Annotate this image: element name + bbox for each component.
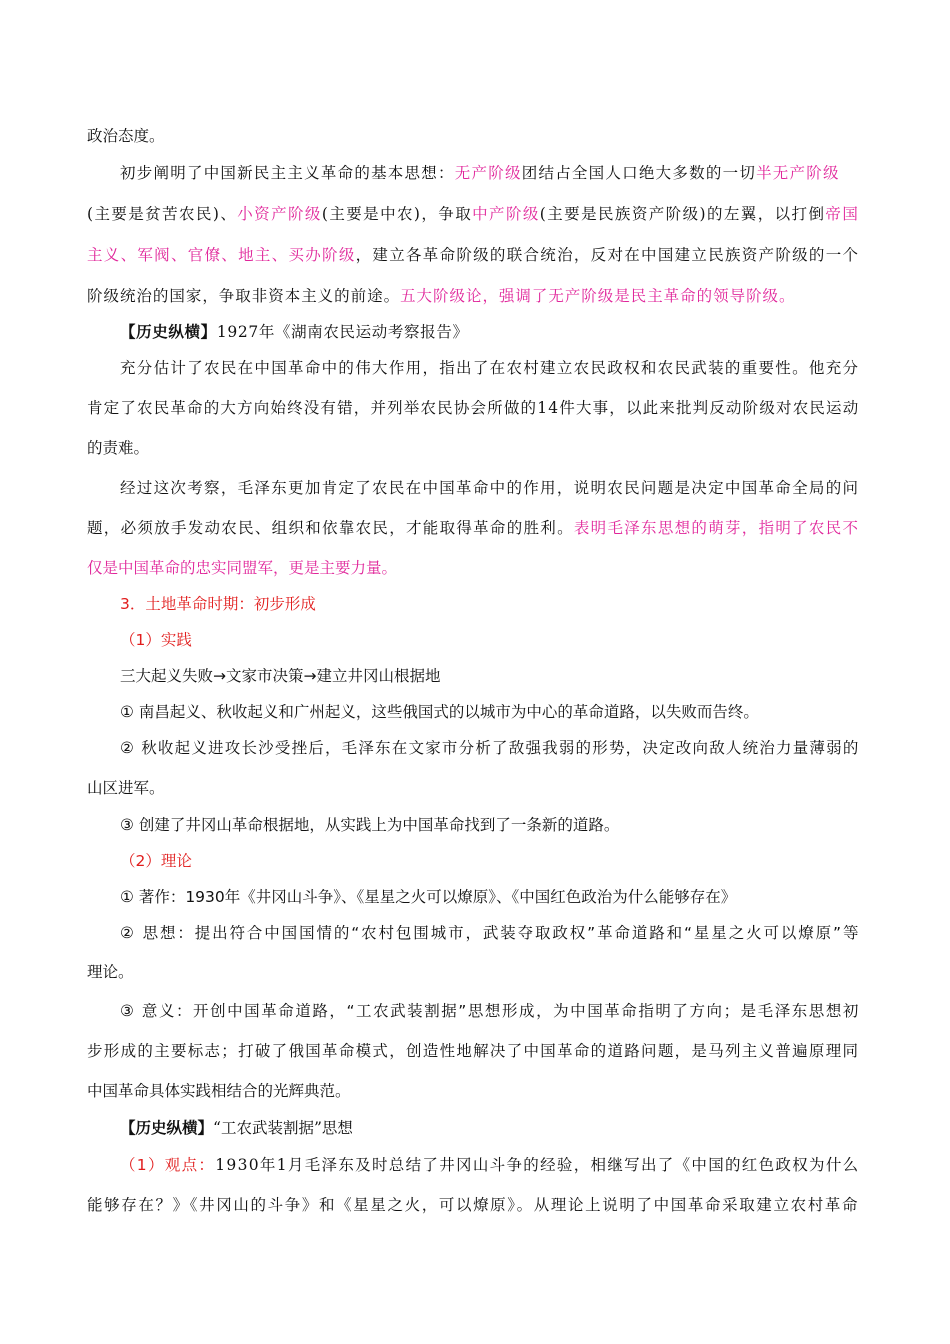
text-line <box>120 357 859 379</box>
text-segment: 的责难。 <box>87 439 150 457</box>
text-line <box>120 665 440 687</box>
text-segment: （1）实践 <box>120 631 192 649</box>
text-line <box>120 321 469 343</box>
text-segment: 步形成的主要标志；打破了俄国革命模式，创造性地解决了中国革命的道路问题，是马列主义普遍原理同 <box>87 1042 860 1060</box>
highlight-text: 仅是中国革命的忠实同盟军，更是主要力量。 <box>87 559 398 577</box>
highlight-text: 表明毛泽东思想的萌芽，指明了农民不 <box>573 519 860 537</box>
text-line <box>87 397 859 419</box>
text-segment: 充分估计了农民在中国革命中的伟大作用，指出了在农村建立农民政权和农民武装的重要性。他充分 <box>120 359 860 377</box>
text-segment: 山区进军。 <box>87 779 165 797</box>
text-line <box>120 737 860 759</box>
text-line <box>87 1040 859 1062</box>
text-segment: 中国革命具体实践相结合的光辉典范。 <box>87 1082 351 1100</box>
text-segment: 肯定了农民革命的大方向始终没有错，并列举农民协会所做的14件大事，以此来批判反动阶级对农民运动 <box>87 399 860 417</box>
text-segment: 理论。 <box>87 963 134 981</box>
text-segment: 团结占全国人口绝大多数的一切 <box>521 164 757 182</box>
text-line <box>87 517 859 539</box>
text-segment: 3．土地革命时期：初步形成 <box>120 595 316 613</box>
text-segment: 政治态度。 <box>87 127 165 145</box>
text-segment: (主要是贫苦农民)、 <box>87 205 238 223</box>
section-label: 【历史纵横】 <box>120 1118 214 1137</box>
text-segment: (主要是民族资产阶级)的左翼，以打倒 <box>539 205 826 223</box>
text-line <box>120 922 860 944</box>
text-line <box>120 701 759 723</box>
text-segment: ② 思想：提出符合中国国情的“农村包围城市，武装夺取政权”革命道路和“星星之火可以燎原”等 <box>120 924 861 942</box>
text-segment: 题，必须放手发动农民、组织和依靠农民，才能取得革命的胜利。 <box>87 519 574 537</box>
text-segment: 初步阐明了中国新民主主义革命的基本思想： <box>120 164 455 182</box>
text-segment: 1930年1月毛泽东及时总结了井冈山斗争的经验，相继写出了《中国的红色政权为什么 <box>215 1156 860 1174</box>
text-segment: “工农武装割据”思想 <box>213 1119 353 1137</box>
highlight-label: （1）观点： <box>120 1156 216 1174</box>
subsection-heading <box>120 593 316 615</box>
highlight-text: 中产阶级 <box>472 205 540 223</box>
text-segment: ，建立各革命阶级的联合统治，反对在中国建立民族资产阶级的一个 <box>355 246 860 264</box>
text-line <box>120 477 859 499</box>
text-line <box>87 557 397 579</box>
text-line <box>120 1154 860 1176</box>
text-line <box>87 437 149 459</box>
text-line <box>120 814 619 836</box>
text-line <box>87 244 859 266</box>
text-line <box>87 961 134 983</box>
text-line <box>87 1194 859 1216</box>
text-segment: ③ 创建了井冈山革命根据地，从实践上为中国革命找到了一条新的道路。 <box>120 816 620 834</box>
highlight-text: 无产阶级 <box>454 164 522 182</box>
text-segment: 1927年《湖南农民运动考察报告》 <box>216 323 469 341</box>
highlight-text: 小资产阶级 <box>237 205 322 223</box>
section-label: 【历史纵横】 <box>120 322 217 341</box>
highlight-text: 五大阶级论，强调了无产阶级是民主革命的领导阶级。 <box>400 287 796 305</box>
text-line <box>87 1080 351 1102</box>
text-line <box>87 285 796 307</box>
highlight-text: 主义、军阀、官僚、地主、买办阶级 <box>87 246 356 264</box>
highlight-text: 半无产阶级 <box>756 164 840 182</box>
text-segment: （2）理论 <box>120 852 192 870</box>
text-line <box>120 162 840 184</box>
text-line <box>120 1117 353 1139</box>
text-segment: ① 南昌起义、秋收起义和广州起义，这些俄国式的以城市为中心的革命道路，以失败而告终。 <box>120 703 759 721</box>
text-segment: (主要是中农)，争取 <box>321 205 473 223</box>
text-line <box>87 125 165 147</box>
highlight-text: 帝国 <box>825 205 860 223</box>
text-segment: 能够存在？》《井冈山的斗争》和《星星之火，可以燎原》。从理论上说明了中国革命采取建立农村革命 <box>87 1196 860 1214</box>
text-line <box>87 203 859 225</box>
subsection-heading <box>120 629 192 651</box>
text-segment: 三大起义失败→文家市决策→建立井冈山根据地 <box>120 667 441 685</box>
text-segment: ③ 意义：开创中国革命道路，“工农武装割据”思想形成，为中国革命指明了方向；是毛泽东思想初 <box>120 1002 860 1020</box>
text-segment: 经过这次考察，毛泽东更加肯定了农民在中国革命中的作用，说明农民问题是决定中国革命全局的问 <box>120 479 860 497</box>
subsection-heading <box>120 850 192 872</box>
text-segment: 阶级统治的国家，争取非资本主义的前途。 <box>87 287 401 305</box>
text-segment: ① 著作：1930年《井冈山斗争》、《星星之火可以燎原》、《中国红色政治为什么能够存在》 <box>120 888 737 906</box>
text-line <box>120 886 736 908</box>
text-line <box>87 777 165 799</box>
text-segment: ② 秋收起义进攻长沙受挫后，毛泽东在文家市分析了敌强我弱的形势，决定改向敌人统治力量薄弱的 <box>120 739 860 757</box>
text-line <box>120 1000 860 1022</box>
